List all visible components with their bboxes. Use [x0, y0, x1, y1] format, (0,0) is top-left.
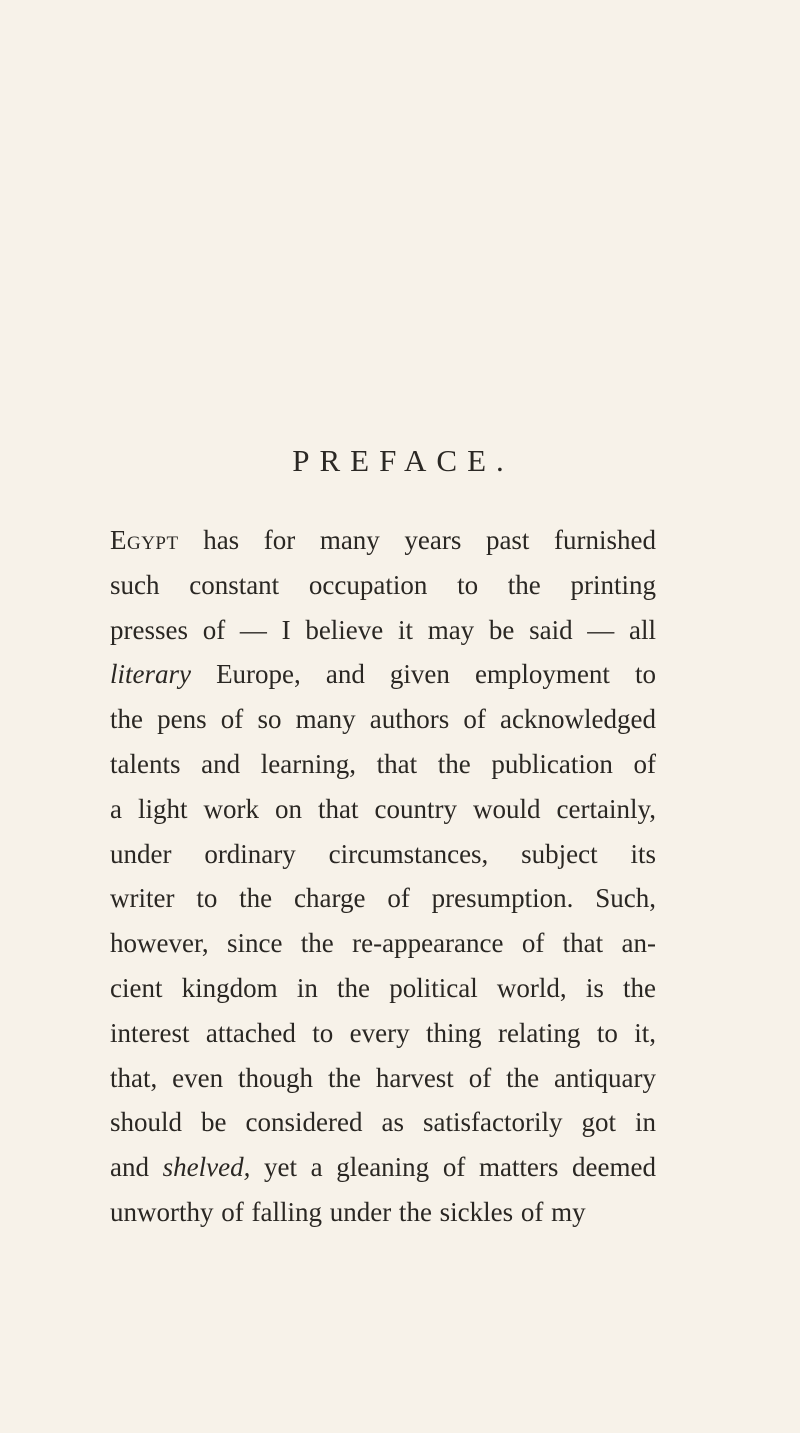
text-line: [110, 832, 656, 877]
text-segment: yet a gleaning of matters deemed: [250, 1152, 657, 1183]
text-segment: writer to the charge of presumption. Such,: [110, 883, 656, 914]
text-line: [110, 1100, 656, 1145]
text-segment: that, even though the harvest of the antiquary: [110, 1062, 656, 1093]
text-segment: literary: [110, 659, 191, 690]
text-segment: a light work on that country would certainly,: [110, 793, 656, 824]
text-segment: and: [110, 1152, 163, 1183]
text-segment: has for many years past furnished: [178, 525, 656, 555]
text-line: [110, 876, 656, 921]
preface-heading: PREFACE.: [292, 443, 514, 478]
text-segment: shelved,: [162, 1152, 251, 1183]
text-line: [110, 966, 656, 1011]
text-segment: interest attached to every thing relating to it,: [110, 1017, 656, 1048]
text-segment: presses of — I believe it may be said — all: [110, 614, 656, 645]
text-line: [110, 1145, 656, 1190]
text-line: [110, 518, 656, 563]
text-line: [110, 652, 656, 697]
text-line: [110, 563, 656, 608]
text-segment: such constant occupation to the printing: [110, 569, 656, 600]
text-segment: unworthy of falling under the sickles of my: [110, 1196, 586, 1227]
text-line: [110, 1011, 656, 1056]
preface-body-text: [110, 518, 656, 1235]
text-line: [110, 787, 656, 832]
text-segment: Egypt: [110, 525, 179, 555]
text-line: [110, 1190, 656, 1235]
text-line: [110, 608, 656, 653]
text-line: [110, 1056, 656, 1101]
text-segment: should be considered as satisfactorily got in: [110, 1107, 656, 1138]
text-segment: however, since the re-appearance of that an-: [110, 928, 656, 959]
text-line: [110, 742, 656, 787]
text-segment: the pens of so many authors of acknowledged: [110, 704, 656, 735]
text-segment: talents and learning, that the publication of: [110, 748, 656, 779]
text-segment: under ordinary circumstances, subject its: [110, 838, 656, 869]
text-line: [110, 921, 656, 966]
text-segment: Europe, and given employment to: [191, 659, 656, 690]
text-line: [110, 697, 656, 742]
text-segment: cient kingdom in the political world, is the: [110, 972, 656, 1003]
